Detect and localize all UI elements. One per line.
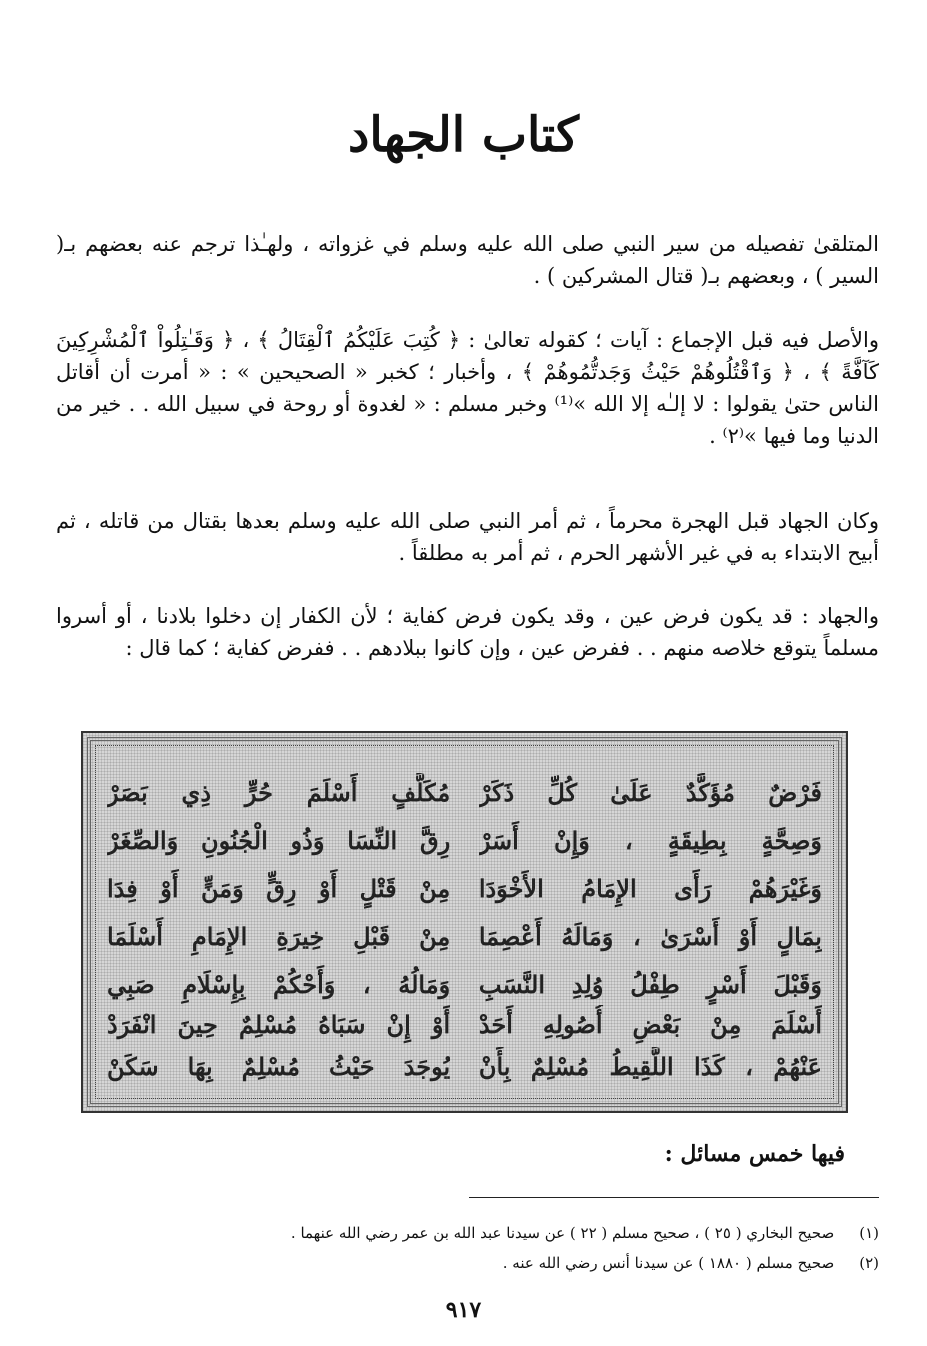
footnote-number: (١) (859, 1224, 879, 1242)
verse-left-hemistich: يُوجَدَ حَيْثُ مُسْلِمٌ بِهَا سَكَنْ (107, 1052, 451, 1081)
poem-verse (107, 869, 822, 909)
poem-verse (107, 1005, 822, 1045)
paragraph-text: وكان الجهاد قبل الهجرة محرماً ، ثم أمر النبي صلى الله عليه وسلم بعدها بقتال من قاتله ، ثم أبيح الابتداء به في غير الأشهر الحرم ، ثم أمر به مطلقاً . (56, 509, 879, 565)
paragraph-history (56, 505, 879, 569)
poem-verse (107, 1047, 822, 1087)
footnote-text: صحيح مسلم ( ١٨٨٠ ) عن سيدنا أنس رضي الله عنه . (502, 1254, 835, 1272)
poem-box (81, 731, 848, 1113)
verse-right-hemistich: وَصِحَّةٍ بِطِيقَةٍ ، وَإِنْ أَسَرْ (478, 826, 822, 855)
verse-left-hemistich: مُكَلَّفٍ أَسْلَمَ حُرٍّ ذِي بَصَرْ (107, 778, 451, 807)
verse-left-hemistich: مِنْ قَبْلِ خِيرَةِ الإِمَامِ أَسْلَمَا (107, 922, 451, 951)
footnote-divider (469, 1197, 879, 1198)
verse-left-hemistich: رِقَّ النِّسَا وَذُو الْجُنُونِ وَالصِّغَرْ (107, 826, 451, 855)
verse-right-hemistich: عَنْهُمْ ، كَذَا اللَّقِيطُ مُسْلِمٌ بِأَنْ (478, 1052, 822, 1081)
footnote (56, 1218, 879, 1248)
poem-verse (107, 773, 822, 813)
paragraph-intro (56, 228, 879, 292)
poem-verse (107, 917, 822, 957)
footnote (56, 1248, 879, 1278)
verse-right-hemistich: بِمَالٍ أَوْ أَسْرَىٰ ، وَمَالَهُ أَعْصِمَا (478, 922, 822, 951)
verse-left-hemistich: مِنْ قَتْلٍ أَوْ رِقٍّ وَمَنٍّ أَوْ فِدَا (107, 874, 451, 903)
section-heading: فيها خمس مسائل : (664, 1141, 845, 1167)
paragraph-ruling (56, 600, 879, 696)
verse-right-hemistich: وَغَيْرَهُمْ رَأَى الإِمَامُ الأَخْوَدَا (478, 874, 822, 903)
poem-verse (107, 821, 822, 861)
verse-right-hemistich: فَرْضٌ مُؤَكَّدٌ عَلَىٰ كُلِّ ذَكَرْ (478, 778, 822, 807)
paragraph-text: والأصل فيه قبل الإجماع : آيات ؛ كقوله تعالىٰ : ﴿ كُتِبَ عَلَيْكُمُ ٱلْقِتَالُ ﴾ ، ﴿ وَقَـٰتِلُواْ ٱلْمُشْرِكِينَ كَآفَّةً ﴾ ، ﴿ وَٱقْتُلُوهُمْ حَيْثُ وَجَدتُّمُوهُمْ ﴾ ، وأخبار ؛ كخبر « الصحيحين » : « أمرت أن أقاتل الناس حتىٰ يقولوا : لا إلـٰه إلا الله »⁽¹⁾ وخبر مسلم : « لغدوة أو روحة في سبيل الله . . خير من الدنيا وما فيها »⁽٢⁾ . (56, 328, 879, 448)
paragraph-evidence (56, 324, 879, 484)
chapter-title: كتاب الجهاد (348, 107, 579, 163)
verse-right-hemistich: وَقَبْلَ أَسْرٍ طِفْلُ وُلِدِ النَّسَبِ (478, 970, 822, 999)
verse-left-hemistich: وَمَالُهُ ، وَأَحْكُمْ بِإِسْلَامِ صَبِي (107, 970, 451, 999)
verse-right-hemistich: أَسْلَمَ مِنْ بَعْضِ أُصُولِهِ أَحَدْ (478, 1010, 822, 1039)
page-number: ٩١٧ (445, 1297, 482, 1323)
verse-left-hemistich: أَوْ إِنْ سَبَاهُ مُسْلِمٌ حِينَ انْفَرَدْ (107, 1010, 451, 1039)
paragraph-text: والجهاد : قد يكون فرض عين ، وقد يكون فرض كفاية ؛ لأن الكفار إن دخلوا بلادنا ، أو أسروا مسلماً يتوقع خلاصه منهم . . ففرض عين ، وإن كانوا ببلادهم . . ففرض كفاية ؛ كما قال : (56, 604, 879, 660)
footnote-number: (٢) (859, 1254, 879, 1272)
paragraph-text: المتلقىٰ تفصيله من سير النبي صلى الله عليه وسلم في غزواته ، ولهـٰذا ترجم عنه بعضهم بـ( السير ) ، وبعضهم بـ( قتال المشركين ) . (56, 232, 879, 288)
footnote-text: صحيح البخاري ( ٢٥ ) ، صحيح مسلم ( ٢٢ ) عن سيدنا عبد الله بن عمر رضي الله عنهما . (290, 1224, 835, 1242)
poem-verse (107, 965, 822, 1005)
